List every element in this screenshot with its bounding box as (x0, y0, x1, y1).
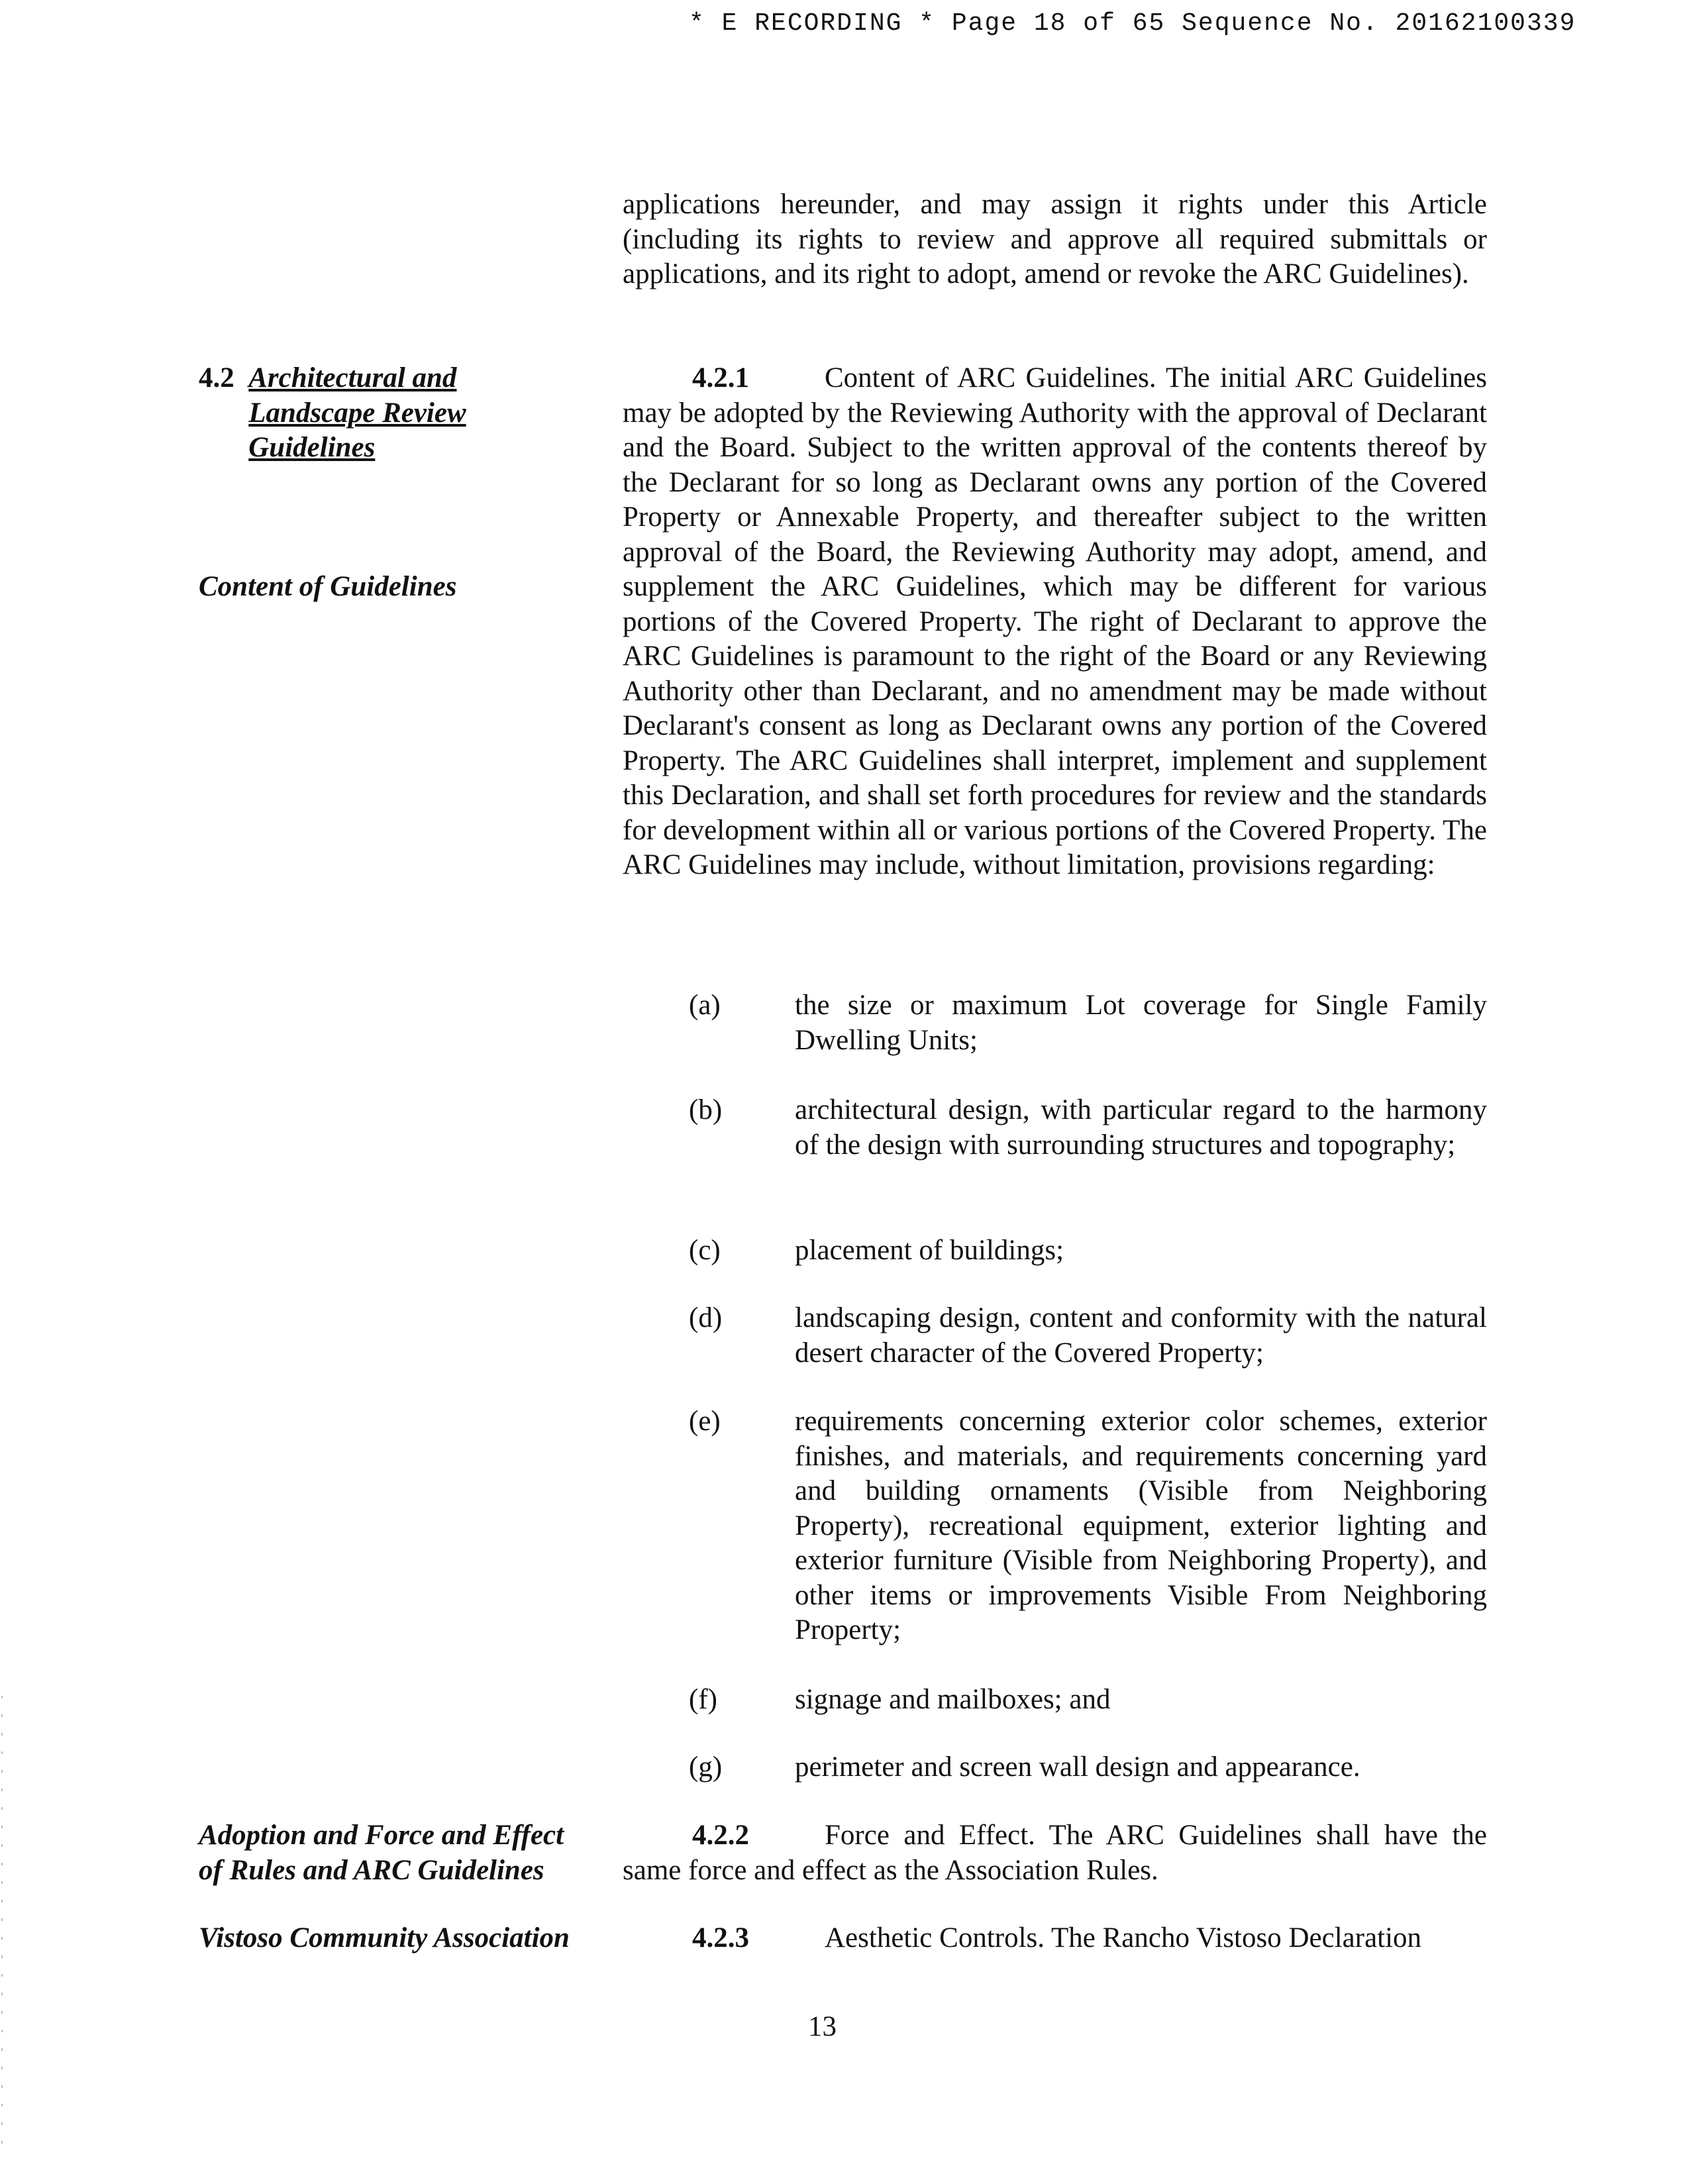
list-label: (g) (689, 1751, 723, 1783)
list-text: placement of buildings; (795, 1235, 1064, 1266)
section-4-2-heading (199, 361, 623, 466)
section-title-line3: Guidelines (248, 432, 376, 463)
recording-header: * E RECORDING * Page 18 of 65 Sequence No. 20162100339 (689, 9, 1576, 38)
section-title-line1: Architectural and (248, 362, 457, 393)
list-label: (d) (689, 1302, 723, 1333)
scan-margin-marks (1, 1696, 3, 2159)
paragraph-4-2-3 (623, 1921, 1487, 1956)
section-title-line2: Landscape Review (248, 397, 466, 429)
side-heading-adoption-line2: of Rules and ARC Guidelines (199, 1854, 544, 1886)
list-text: architectural design, with particular regard to the harmony of the design with surrounding structures and topography; (795, 1094, 1487, 1161)
page-number: 13 (808, 2011, 837, 2042)
paragraph-number: 4.2.3 (692, 1922, 749, 1953)
list-text: requirements concerning exterior color schemes, exterior finishes, and materials, and requirements concerning yard and building ornaments (Visible from Neighboring Property), recreational equipment, exterior lighting and exterior furniture (Visible from Neighboring Property), and other items or improvements Visible From Neighboring Property; (795, 1406, 1487, 1645)
intro-paragraph-text: applications hereunder, and may assign it rights under this Article (including its rights to review and approve all required submittals or applications, and its right to adopt, amend or revoke the ARC Guidelines). (623, 189, 1487, 289)
paragraph-text: Content of ARC Guidelines. The initial ARC Guidelines may be adopted by the Reviewing Authority with the approval of Declarant and the Board. Subject to the written approval of the contents thereof by the Declarant for so long as Declarant owns any portion of the Covered Property or Annexable Property, and thereafter subject to the written approval of the Board, the Reviewing Authority may adopt, amend, and supplement the ARC Guidelines, which may be different for various portions of the Covered Property. The right of Declarant to approve the ARC Guidelines is paramount to the right of the Board or any Reviewing Authority other than Declarant, and no amendment may be made without Declarant's consent as long as Declarant owns any portion of the Covered Property. The ARC Guidelines shall interpret, implement and supplement this Declaration, and shall set forth procedures for review and the standards for development within all or various portions of the Covered Property. The ARC Guidelines may include, without limitation, provisions regarding: (623, 362, 1487, 880)
section-title (248, 361, 466, 466)
side-heading-vistoso: Vistoso Community Association (199, 1922, 570, 1953)
list-label: (e) (689, 1406, 721, 1437)
paragraph-number: 4.2.1 (692, 362, 749, 393)
side-heading-adoption (199, 1818, 623, 1888)
section-number: 4.2 (199, 362, 234, 393)
list-label: (b) (689, 1094, 723, 1125)
list-text: the size or maximum Lot coverage for Single Family Dwelling Units; (795, 990, 1487, 1056)
list-label: (f) (689, 1684, 717, 1715)
paragraph-text: Aesthetic Controls. The Rancho Vistoso Declaration (825, 1922, 1422, 1953)
list-text: landscaping design, content and conformity with the natural desert character of the Covered Property; (795, 1302, 1487, 1369)
side-heading-adoption-line1: Adoption and Force and Effect (199, 1820, 564, 1851)
paragraph-4-2-2 (623, 1818, 1487, 1888)
list-label: (a) (689, 990, 721, 1021)
list-text: signage and mailboxes; and (795, 1684, 1111, 1715)
list-text: perimeter and screen wall design and appearance. (795, 1751, 1360, 1783)
list-label: (c) (689, 1235, 721, 1266)
paragraph-number: 4.2.2 (692, 1820, 749, 1851)
intro-paragraph (623, 187, 1487, 292)
paragraph-4-2-1 (623, 361, 1487, 883)
paragraph-text: Force and Effect. The ARC Guidelines shall have the same force and effect as the Association Rules. (623, 1820, 1487, 1886)
side-heading-content: Content of Guidelines (199, 571, 457, 602)
